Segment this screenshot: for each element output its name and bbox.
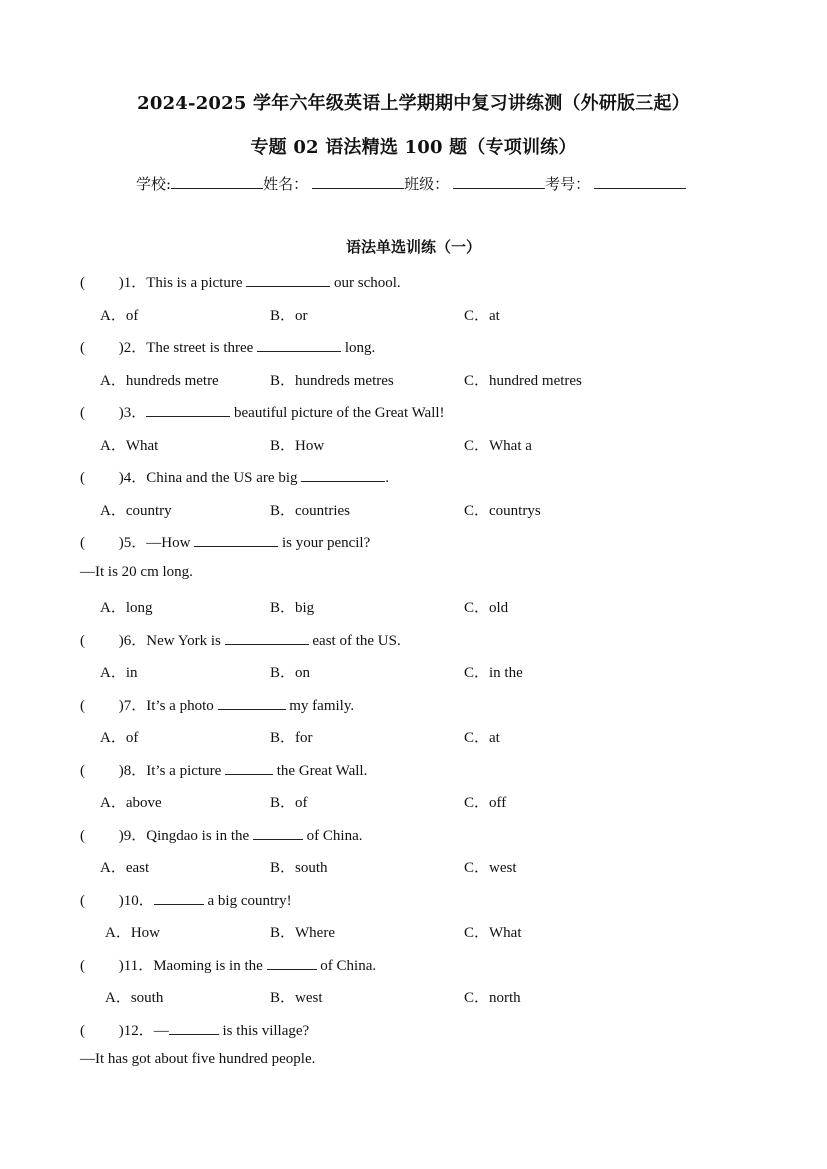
answer-blank[interactable]: [246, 272, 330, 287]
option-a[interactable]: A．in: [100, 665, 138, 681]
question-text-before: Maoming is in the: [153, 957, 267, 974]
option-a[interactable]: A．What: [100, 437, 159, 454]
option-b[interactable]: B．or: [270, 307, 308, 324]
question-item: [80, 271, 401, 292]
option-a[interactable]: A．long: [100, 600, 153, 616]
question-text-after: a big country!: [203, 892, 292, 909]
question-text-after: my family.: [285, 697, 355, 714]
option-a[interactable]: A．south: [105, 990, 164, 1006]
question-item: [80, 1019, 309, 1040]
option-c[interactable]: C．old: [464, 600, 509, 616]
answer-blank[interactable]: [253, 825, 303, 840]
question-text-after: the Great Wall.: [273, 762, 368, 779]
question-item: [80, 694, 354, 715]
answer-blank[interactable]: [301, 467, 385, 482]
class-label: 班级：: [404, 175, 450, 193]
question-number: 12．: [123, 1022, 154, 1039]
question-item: [80, 531, 370, 552]
option-c[interactable]: C．hundred metres: [464, 372, 582, 389]
answer-blank[interactable]: [257, 337, 341, 352]
question-text-after: is your pencil?: [278, 535, 371, 551]
option-c[interactable]: C．north: [464, 990, 521, 1006]
option-b[interactable]: B．for: [270, 730, 313, 746]
answer-blank[interactable]: [267, 955, 317, 970]
question-number: 2．: [123, 340, 147, 356]
answer-paren: ( ): [80, 470, 124, 486]
exam-number-blank: [594, 174, 686, 189]
option-c[interactable]: C．in the: [464, 665, 523, 681]
question-number: 5．: [123, 535, 147, 551]
question-number: 8．: [123, 762, 147, 779]
answer-blank[interactable]: [194, 532, 278, 547]
school-blank: [171, 174, 263, 189]
question-number: 1．: [123, 275, 147, 291]
option-c[interactable]: C．off: [464, 795, 507, 811]
name-blank: [312, 174, 404, 189]
option-a[interactable]: A．hundreds metre: [100, 372, 219, 389]
question-number: 4．: [123, 470, 147, 486]
option-b[interactable]: B．Where: [270, 925, 335, 941]
answer-blank[interactable]: [225, 760, 273, 775]
question-text-before: This is a picture: [146, 275, 247, 291]
question-text-after: of China.: [302, 827, 363, 844]
answer-paren: ( ): [80, 892, 124, 909]
document-subtitle: 专题 02 语法精选 100 题（专项训练）: [250, 137, 577, 158]
answer-blank[interactable]: [146, 402, 230, 417]
question-continuation: —It has got about five hundred people.: [80, 1051, 316, 1067]
question-item: [80, 889, 292, 910]
option-a[interactable]: A．of: [100, 730, 139, 746]
question-text-before: It’s a photo: [146, 697, 218, 714]
question-text-after: .: [385, 470, 389, 486]
question-number: 9．: [123, 827, 147, 844]
option-a[interactable]: A．of: [100, 307, 139, 324]
question-item: [80, 824, 363, 845]
option-a[interactable]: A．How: [105, 925, 160, 941]
student-info-line: [136, 173, 686, 194]
answer-paren: ( ): [80, 275, 124, 291]
question-text-before: —: [153, 1022, 169, 1039]
question-text-after: our school.: [330, 275, 401, 291]
answer-paren: ( ): [80, 762, 124, 779]
question-number: 11．: [123, 957, 154, 974]
option-a[interactable]: A．above: [100, 795, 162, 811]
option-a[interactable]: A．country: [100, 502, 172, 519]
answer-paren: ( ): [80, 340, 124, 356]
class-blank: [453, 174, 545, 189]
question-text-before: —How: [146, 535, 195, 551]
question-text-before: It’s a picture: [146, 762, 225, 779]
option-b[interactable]: B．south: [270, 860, 328, 876]
question-text-after: beautiful picture of the Great Wall!: [230, 405, 445, 421]
question-number: 3．: [123, 405, 147, 421]
option-b[interactable]: B．hundreds metres: [270, 372, 394, 389]
question-text-after: is this village?: [218, 1022, 310, 1039]
question-continuation: —It is 20 cm long.: [80, 563, 193, 580]
question-text-before: China and the US are big: [146, 470, 302, 486]
exam-number-label: 考号：: [545, 175, 591, 193]
answer-blank[interactable]: [169, 1020, 219, 1035]
option-b[interactable]: B．countries: [270, 502, 350, 519]
option-c[interactable]: C．west: [464, 860, 517, 876]
answer-blank[interactable]: [225, 630, 309, 645]
question-text-before: The street is three: [146, 340, 258, 356]
question-text-after: of China.: [316, 957, 377, 974]
section-title: 语法单选训练（一）: [345, 238, 481, 256]
question-item: [80, 629, 401, 650]
question-text-before: New York is: [146, 632, 225, 649]
answer-blank[interactable]: [218, 695, 286, 710]
question-item: [80, 466, 389, 487]
option-b[interactable]: B．big: [270, 600, 315, 616]
document-title: 2024-2025 学年六年级英语上学期期中复习讲练测（外研版三起）: [137, 93, 690, 114]
option-b[interactable]: B．west: [270, 990, 323, 1006]
answer-paren: ( ): [80, 535, 124, 551]
name-label: 姓名：: [263, 175, 309, 193]
question-item: [80, 759, 367, 780]
option-c[interactable]: C．at: [464, 307, 500, 324]
answer-paren: ( ): [80, 697, 124, 714]
option-c[interactable]: C．at: [464, 730, 500, 746]
question-number: 10．: [123, 892, 154, 909]
option-b[interactable]: B．How: [270, 437, 325, 454]
answer-paren: ( ): [80, 632, 124, 649]
option-a[interactable]: A．east: [100, 860, 150, 876]
question-item: [80, 954, 376, 975]
answer-paren: ( ): [80, 405, 124, 421]
school-label: 学校:: [136, 175, 172, 193]
question-number: 7．: [123, 697, 147, 714]
option-c[interactable]: C．What a: [464, 437, 532, 454]
question-text-before: Qingdao is in the: [146, 827, 253, 844]
question-text-after: east of the US.: [308, 632, 401, 649]
option-c[interactable]: C．countrys: [464, 502, 541, 519]
answer-paren: ( ): [80, 1022, 124, 1039]
option-b[interactable]: B．of: [270, 795, 308, 811]
question-text-after: long.: [341, 340, 376, 356]
option-c[interactable]: C．What: [464, 925, 522, 941]
answer-paren: ( ): [80, 957, 124, 974]
answer-blank[interactable]: [154, 890, 204, 905]
answer-paren: ( ): [80, 827, 124, 844]
question-item: [80, 336, 375, 357]
question-item: [80, 401, 445, 422]
option-b[interactable]: B．on: [270, 665, 311, 681]
question-number: 6．: [123, 632, 147, 649]
